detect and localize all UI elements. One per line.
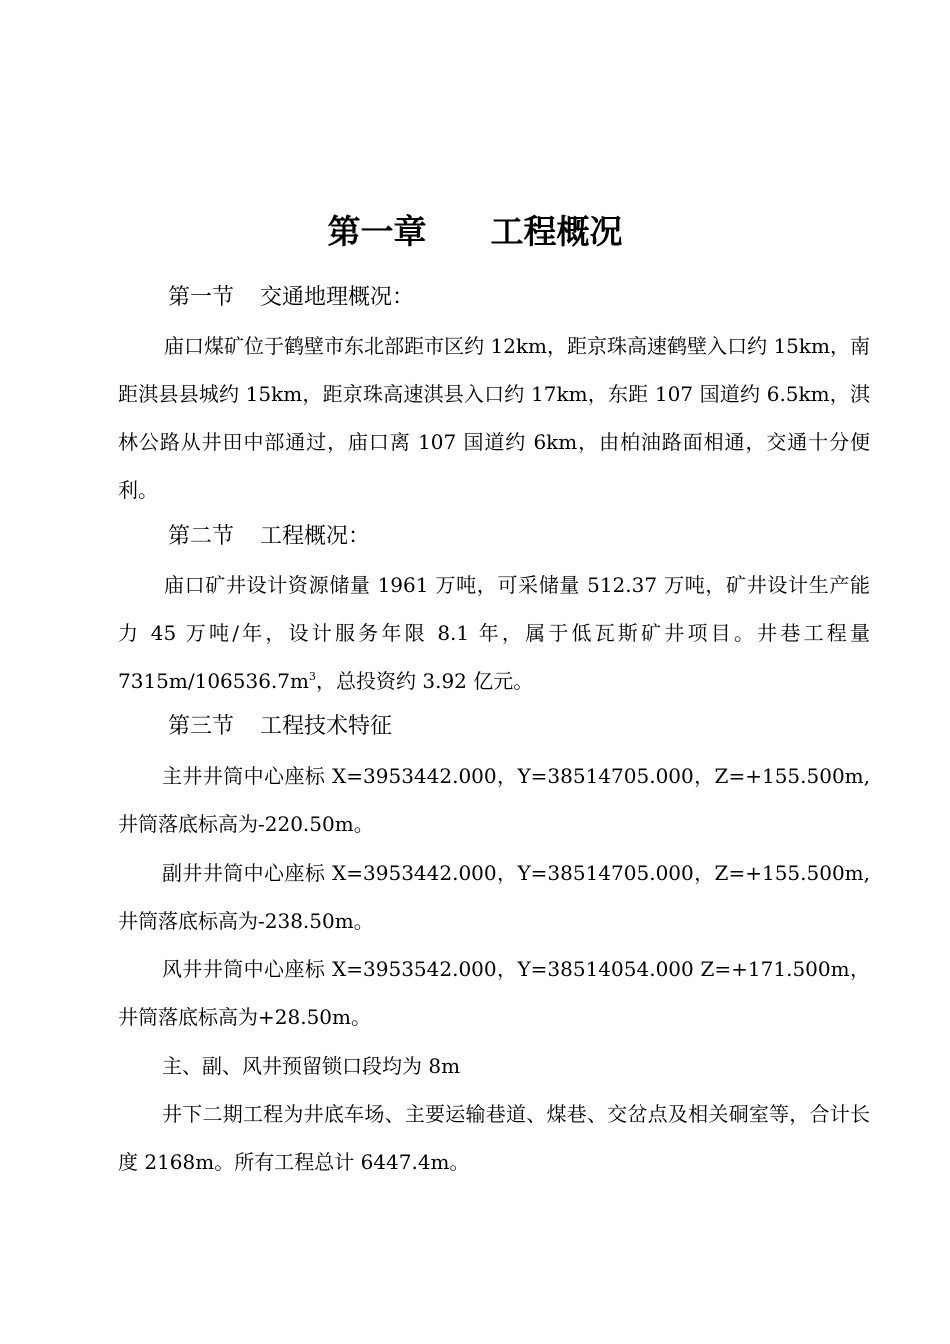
section-number: 第一节	[168, 285, 235, 310]
paragraph-lock-section: 主、副、风井预留锁口段均为 8m	[162, 1054, 461, 1078]
section-title: 工程概况：	[260, 524, 371, 549]
chapter-number: 第一章	[327, 212, 427, 251]
paragraph-phase-two: 井下二期工程为井底车场、主要运输巷道、煤巷、交岔点及相关硐室等，合计长度 2168m。所有工程总计 6447.4m。	[118, 1102, 870, 1174]
paragraph-auxiliary-shaft: 副井井筒中心座标 X=3953442.000，Y=38514705.000，Z=+155.500m,井筒落底标高为-238.50m。	[118, 861, 870, 933]
chapter-title	[0, 208, 950, 256]
section-number: 第二节	[168, 524, 235, 549]
section-heading-1	[168, 282, 414, 314]
chapter-name: 工程概况	[490, 212, 623, 251]
paragraph-air-shaft: 风井井筒中心座标 X=3953542.000，Y=38514054.000 Z=+171.500m，井筒落底标高为+28.50m。	[118, 957, 870, 1029]
paragraph-project-overview	[118, 561, 870, 705]
section-title: 工程技术特征	[260, 714, 393, 739]
cubic-superscript: 3	[309, 670, 316, 683]
section-heading-3	[168, 711, 392, 743]
overview-tail: ，总投资约 3.92 亿元。	[316, 669, 534, 693]
paragraph-main-shaft: 主井井筒中心座标 X=3953442.000，Y=38514705.000，Z=+155.500m,井筒落底标高为-220.50m。	[118, 764, 870, 836]
overview-text: 庙口矿井设计资源储量 1961 万吨，可采储量 512.37 万吨，矿井设计生产能力 45 万吨/年，设计服务年限 8.1 年，属于低瓦斯矿井项目。井巷工程量 7315m/106536.7m	[118, 573, 870, 693]
section-number: 第三节	[168, 714, 235, 739]
paragraph-traffic: 庙口煤矿位于鹤壁市东北部距市区约 12km，距京珠高速鹤壁入口约 15km，南距淇县县城约 15km，距京珠高速淇县入口约 17km，东距 107 国道约 6.5km，淇林公路从井田中部通过，庙口离 107 国道约 6km，由柏油路面相通，交通十分便利。	[118, 334, 870, 502]
section-title: 交通地理概况：	[260, 285, 415, 310]
section-heading-2	[168, 521, 370, 553]
